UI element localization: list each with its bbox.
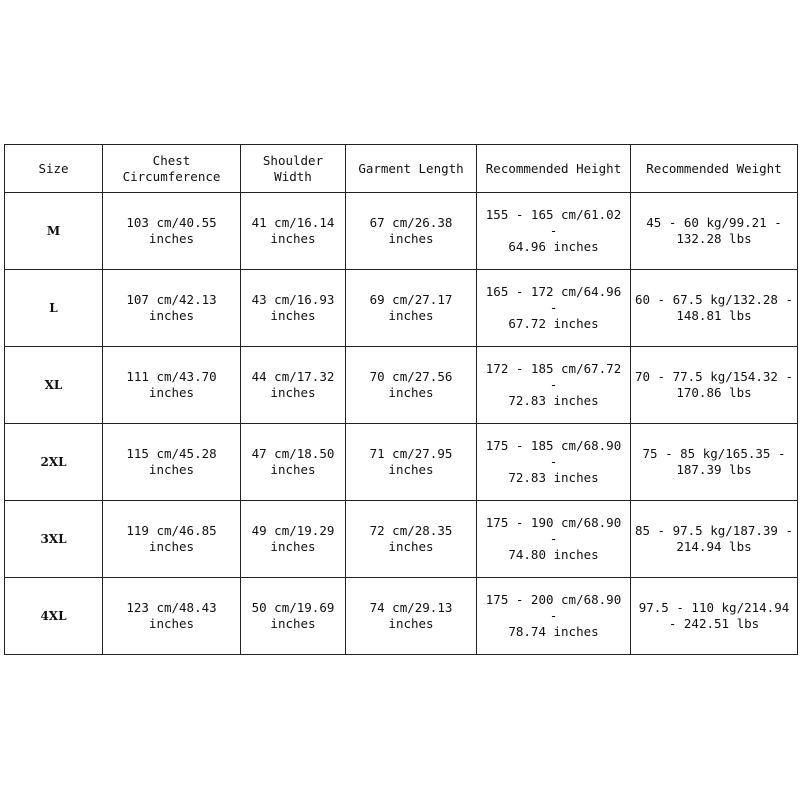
weight-cell-line: 170.86 lbs bbox=[676, 385, 752, 400]
length-cell-line: inches bbox=[388, 539, 434, 554]
table-row bbox=[5, 424, 798, 501]
length-cell-line: 71 cm/27.95 bbox=[369, 446, 453, 461]
size-cell: 4XL bbox=[5, 578, 103, 655]
length-cell-line: 72 cm/28.35 bbox=[369, 523, 453, 538]
header-shoulder bbox=[241, 145, 346, 193]
shoulder-cell-line: 44 cm/17.32 bbox=[251, 369, 335, 384]
table-row bbox=[5, 578, 798, 655]
chest-cell bbox=[103, 193, 241, 270]
shoulder-cell bbox=[241, 193, 346, 270]
shoulder-cell-line: 49 cm/19.29 bbox=[251, 523, 335, 538]
height-cell bbox=[477, 270, 631, 347]
weight-cell-line: 60 - 67.5 kg/132.28 - bbox=[634, 292, 794, 307]
shoulder-cell-line: inches bbox=[270, 231, 316, 246]
weight-cell-line: 187.39 lbs bbox=[676, 462, 752, 477]
chest-cell bbox=[103, 270, 241, 347]
shoulder-cell-line: 50 cm/19.69 bbox=[251, 600, 335, 615]
size-chart-table bbox=[4, 144, 798, 655]
shoulder-cell-line: inches bbox=[270, 385, 316, 400]
weight-cell-line: 214.94 lbs bbox=[676, 539, 752, 554]
height-cell bbox=[477, 347, 631, 424]
shoulder-cell bbox=[241, 270, 346, 347]
size-cell: 2XL bbox=[5, 424, 103, 501]
length-cell bbox=[346, 347, 477, 424]
header-length: Garment Length bbox=[346, 145, 477, 193]
size-cell: L bbox=[5, 270, 103, 347]
chest-cell-line: inches bbox=[148, 308, 195, 323]
length-cell-line: inches bbox=[388, 385, 434, 400]
height-cell-line: 175 - 185 cm/68.90 - bbox=[485, 438, 622, 469]
weight-cell bbox=[631, 347, 798, 424]
height-cell-line: 67.72 inches bbox=[508, 316, 599, 331]
length-cell-line: 74 cm/29.13 bbox=[369, 600, 453, 615]
table-body bbox=[5, 193, 798, 655]
shoulder-cell-line: 47 cm/18.50 bbox=[251, 446, 335, 461]
weight-cell-line: 148.81 lbs bbox=[676, 308, 752, 323]
height-cell bbox=[477, 424, 631, 501]
chest-cell bbox=[103, 424, 241, 501]
length-cell-line: 70 cm/27.56 bbox=[369, 369, 453, 384]
height-cell-line: 72.83 inches bbox=[508, 393, 599, 408]
length-cell bbox=[346, 193, 477, 270]
weight-cell bbox=[631, 193, 798, 270]
size-cell: XL bbox=[5, 347, 103, 424]
table-row bbox=[5, 270, 798, 347]
chest-cell-line: 111 cm/43.70 bbox=[126, 369, 217, 384]
table-row bbox=[5, 347, 798, 424]
height-cell-line: 74.80 inches bbox=[508, 547, 599, 562]
size-cell: 3XL bbox=[5, 501, 103, 578]
chest-cell-line: inches bbox=[148, 385, 195, 400]
length-cell-line: 67 cm/26.38 bbox=[369, 215, 453, 230]
chest-cell-line: inches bbox=[148, 539, 195, 554]
chest-cell bbox=[103, 578, 241, 655]
height-cell-line: 64.96 inches bbox=[508, 239, 599, 254]
header-chest bbox=[103, 145, 241, 193]
length-cell-line: 69 cm/27.17 bbox=[369, 292, 453, 307]
weight-cell bbox=[631, 578, 798, 655]
header-row bbox=[5, 145, 798, 193]
height-cell-line: 172 - 185 cm/67.72 - bbox=[485, 361, 622, 392]
shoulder-cell-line: 41 cm/16.14 bbox=[251, 215, 335, 230]
length-cell bbox=[346, 501, 477, 578]
chest-cell-line: 123 cm/48.43 bbox=[126, 600, 217, 615]
shoulder-cell bbox=[241, 501, 346, 578]
height-cell-line: 175 - 200 cm/68.90 - bbox=[485, 592, 622, 623]
chest-cell bbox=[103, 347, 241, 424]
height-cell-line: 175 - 190 cm/68.90 - bbox=[485, 515, 622, 546]
length-cell bbox=[346, 270, 477, 347]
weight-cell-line: - 242.51 lbs bbox=[668, 616, 760, 631]
height-cell bbox=[477, 193, 631, 270]
weight-cell bbox=[631, 501, 798, 578]
table-row bbox=[5, 501, 798, 578]
length-cell bbox=[346, 424, 477, 501]
chest-cell-line: 103 cm/40.55 bbox=[126, 215, 217, 230]
header-weight: Recommended Weight bbox=[631, 145, 798, 193]
weight-cell-line: 132.28 lbs bbox=[676, 231, 752, 246]
header-chest-line2: Circumference bbox=[122, 168, 221, 184]
weight-cell-line: 70 - 77.5 kg/154.32 - bbox=[634, 369, 794, 384]
shoulder-cell bbox=[241, 424, 346, 501]
shoulder-cell-line: inches bbox=[270, 539, 316, 554]
shoulder-cell-line: inches bbox=[270, 616, 316, 631]
header-shoulder-line2: Width bbox=[274, 168, 312, 184]
weight-cell-line: 75 - 85 kg/165.35 - bbox=[642, 446, 786, 461]
shoulder-cell-line: 43 cm/16.93 bbox=[251, 292, 335, 307]
weight-cell bbox=[631, 424, 798, 501]
weight-cell bbox=[631, 270, 798, 347]
chest-cell-line: inches bbox=[148, 616, 195, 631]
shoulder-cell bbox=[241, 578, 346, 655]
header-size: Size bbox=[5, 145, 103, 193]
weight-cell-line: 85 - 97.5 kg/187.39 - bbox=[634, 523, 794, 538]
chest-cell bbox=[103, 501, 241, 578]
chest-cell-line: inches bbox=[148, 231, 195, 246]
height-cell-line: 165 - 172 cm/64.96 - bbox=[485, 284, 622, 315]
height-cell-line: 155 - 165 cm/61.02 - bbox=[485, 207, 622, 238]
shoulder-cell bbox=[241, 347, 346, 424]
shoulder-cell-line: inches bbox=[270, 308, 316, 323]
header-shoulder-line1: Shoulder bbox=[262, 152, 324, 168]
length-cell-line: inches bbox=[388, 462, 434, 477]
height-cell bbox=[477, 501, 631, 578]
header-height: Recommended Height bbox=[477, 145, 631, 193]
chest-cell-line: 119 cm/46.85 bbox=[126, 523, 217, 538]
height-cell-line: 72.83 inches bbox=[508, 470, 599, 485]
chest-cell-line: 107 cm/42.13 bbox=[126, 292, 217, 307]
chest-cell-line: 115 cm/45.28 bbox=[126, 446, 217, 461]
header-chest-line1: Chest bbox=[152, 152, 191, 168]
height-cell-line: 78.74 inches bbox=[508, 624, 599, 639]
chest-cell-line: inches bbox=[148, 462, 195, 477]
table-row bbox=[5, 193, 798, 270]
length-cell-line: inches bbox=[388, 231, 434, 246]
height-cell bbox=[477, 578, 631, 655]
length-cell bbox=[346, 578, 477, 655]
weight-cell-line: 97.5 - 110 kg/214.94 bbox=[638, 600, 790, 615]
length-cell-line: inches bbox=[388, 308, 434, 323]
size-cell: M bbox=[5, 193, 103, 270]
weight-cell-line: 45 - 60 kg/99.21 - bbox=[646, 215, 782, 230]
shoulder-cell-line: inches bbox=[270, 462, 316, 477]
length-cell-line: inches bbox=[388, 616, 434, 631]
